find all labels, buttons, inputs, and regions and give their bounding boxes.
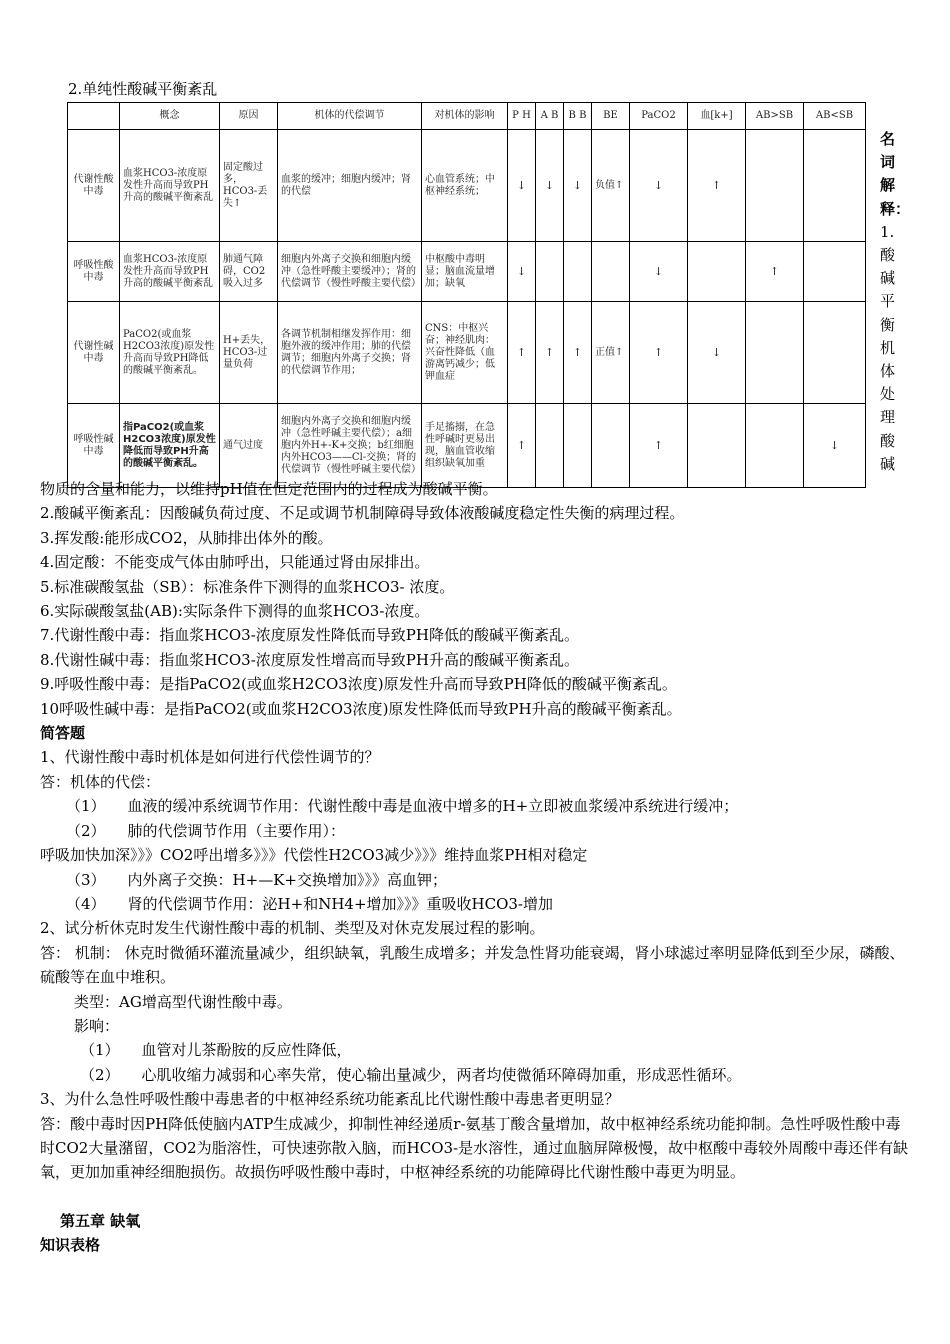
table-cell [746,404,804,488]
item-number: （4） [66,894,106,913]
table-header: A B [536,103,564,130]
table-cell [536,404,564,488]
table-header: AB<SB [804,103,866,130]
table-cell: 细胞内外离子交换和细胞内缓冲（急性呼酸主要缓冲）；肾的代偿调节（慢性呼酸主要代偿） [278,242,422,302]
vertical-char: 酸 [880,431,896,450]
table-header: 对机体的影响 [422,103,508,130]
answer-2-effect-2 [40,1063,912,1087]
table-cell: 各调节机制相继发挥作用：细胞外液的缓冲作用；肺的代偿调节；细胞内外离子交换；肾的代偿调节作用； [278,302,422,404]
definition-2: 2.酸碱平衡紊乱：因酸碱负荷过度、不足或调节机制障碍导致体液酸碱度稳定性失衡的病理过程。 [40,504,685,523]
table-cell: 细胞内外离子交换和细胞内缓冲（急性呼碱主要代偿）；a细胞内外H+-K+交换；b红细胞内外HCO3——Cl-交换；肾的代偿调节（慢性呼碱主要代偿） [278,404,422,488]
table-cell: ↑ [508,302,536,404]
answer-2-type: 类型：AG增高型代谢性酸中毒。 [74,992,292,1011]
table-header: 血[k+] [688,103,746,130]
document-body [40,477,912,1258]
table-cell [536,242,564,302]
table-cell: 血浆的缓冲；细胞内缓冲；肾的代偿 [278,130,422,242]
table-cell: ↓ [804,404,866,488]
table-cell [564,242,592,302]
table-cell: 中枢酸中毒明显；脑血流量增加；缺氧 [422,242,508,302]
definition-1-continued: 物质的含量和能力，以维持pH值在恒定范围内的过程成为酸碱平衡。 [40,480,498,498]
table-cell [688,242,746,302]
item-number: （1） [66,797,106,816]
item-text: 血管对儿茶酚胺的反应性降低， [141,1041,352,1060]
acid-base-table [67,102,866,488]
definition-5: 5.标准碳酸氢盐（SB）：标准条件下测得的血浆HCO3- 浓度。 [40,577,455,596]
definition-7: 7.代谢性酸中毒：指血浆HCO3-浓度原发性降低而导致PH降低的酸碱平衡紊乱。 [40,626,579,645]
answer-1-item-2 [40,819,912,843]
table-header: 概念 [120,103,220,130]
table-header: P H [508,103,536,130]
table-cell [592,404,630,488]
knowledge-table-heading: 知识表格 [40,1236,101,1255]
table-header: 机体的代偿调节 [278,103,422,130]
item-text: 血液的缓冲系统调节作用：代谢性酸中毒是血液中增多的H+立即被血浆缓冲系统进行缓冲； [127,797,739,816]
table-cell: ↓ [630,130,688,242]
table-cell: ↓ [688,302,746,404]
table-cell: ↓ [508,130,536,242]
table-cell: 代谢性碱中毒 [68,302,120,404]
question-1: 1、代谢性酸中毒时机体是如何进行代偿性调节的？ [40,748,380,767]
section-title: 2.单纯性酸碱平衡紊乱 [68,80,218,98]
item-number: （3） [66,870,106,889]
table-cell [592,242,630,302]
table-row [68,404,866,488]
table-cell [804,302,866,404]
answer-2-effect-1 [40,1038,912,1062]
table-header-row [68,103,866,130]
table-cell [564,404,592,488]
table-cell: ↑ [564,302,592,404]
table-cell: 正值↑ [592,302,630,404]
table-cell: 代谢性酸中毒 [68,130,120,242]
vertical-char: 释： [880,199,911,218]
table-header: AB>SB [746,103,804,130]
table-cell: 负值↑ [592,130,630,242]
table-cell: ↑ [536,302,564,404]
table-cell: 血浆HCO3-浓度原发性升高而导致PH升高的酸碱平衡紊乱 [120,242,220,302]
table-cell: 手足搐搦，在急性呼碱时更易出现，脑血管收缩组织缺氧加重 [422,404,508,488]
table-row [68,242,866,302]
table-cell: 呼吸性酸中毒 [68,242,120,302]
vertical-char: 机 [880,338,896,357]
table-cell: ↑ [630,302,688,404]
definition-10: 10呼吸性碱中毒：是指PaCO2(或血浆H2CO3浓度)原发性降低而导致PH升高的酸碱平衡紊乱。 [40,699,682,718]
vertical-char: 词 [880,153,896,172]
short-answer-heading: 简答题 [40,724,86,743]
table-header: B B [564,103,592,130]
table-cell: 心血管系统；中枢神经系统； [422,130,508,242]
table-cell: ↑ [508,404,536,488]
table-header: BE [592,103,630,130]
vertical-char: 解 [880,176,896,195]
table-cell: 固定酸过多，HCO3-丢失↑ [220,130,278,242]
table-header: 原因 [220,103,278,130]
vertical-char: 理 [880,408,896,427]
answer-1-item-3 [40,868,912,892]
item-number: （2） [80,1065,120,1084]
table-cell: 指PaCO2(或血浆H2CO3浓度)原发性降低而导致PH升高的酸碱平衡紊乱。 [120,404,220,488]
vertical-char: 处 [880,385,896,404]
item-text: 心肌收缩力减弱和心率失常，使心输出量减少，两者均使微循环障碍加重，形成恶性循环。 [141,1065,742,1084]
vertical-char: 体 [880,362,896,381]
table-cell: CNS：中枢兴奋；神经肌肉：兴奋性降低（血游离钙减少；低钾血症 [422,302,508,404]
item-text: 内外离子交换：H+—K+交换增加》》》高血钾； [127,870,447,889]
table-cell: PaCO2(或血浆H2CO3浓度)原发性升高而导致PH降低的酸碱平衡紊乱。 [120,302,220,404]
answer-1-item-2-detail: 呼吸加快加深》》》CO2呼出增多》》》代偿性H2CO3减少》》》维持血浆PH相对稳定 [40,846,588,865]
definition-9: 9.呼吸性酸中毒：是指PaCO2(或血浆H2CO3浓度)原发性升高而导致PH降低的酸碱平衡紊乱。 [40,675,677,694]
chapter-title: 第五章 缺氧 [60,1211,141,1230]
table-row [68,130,866,242]
definition-6: 6.实际碳酸氢盐(AB):实际条件下测得的血浆HCO3-浓度。 [40,602,430,621]
table-cell [688,404,746,488]
answer-2-effect: 影响： [74,1016,120,1035]
table-cell: H+丢失，HCO3-过量负荷 [220,302,278,404]
table-cell: 血浆HCO3-浓度原发性升高而导致PH升高的酸碱平衡紊乱 [120,130,220,242]
definition-4: 4.固定酸：不能变成气体由肺呼出，只能通过肾由尿排出。 [40,553,430,572]
table-cell: ↑ [630,404,688,488]
table-header: PaCO2 [630,103,688,130]
table-cell: ↓ [564,130,592,242]
vertical-char: 碱 [880,269,896,288]
table-cell: 呼吸性碱中毒 [68,404,120,488]
item-text: 肺的代偿调节作用（主要作用）： [127,821,346,840]
table-cell: 通气过度 [220,404,278,488]
table-row [68,302,866,404]
vertical-char: 1.酸 [880,222,896,265]
table-cell: ↓ [536,130,564,242]
answer-2: 答： 机制： 休克时微循环灌流量减少，组织缺氧，乳酸生成增多；并发急性肾功能衰竭，肾小球滤过率明显降低到至少尿，磷酸、硫酸等在血中堆积。 [40,943,905,987]
table-cell: ↑ [746,242,804,302]
item-text: 肾的代偿调节作用：泌H+和NH4+增加》》》重吸收HCO3-增加 [127,894,553,913]
definition-8: 8.代谢性碱中毒：指血浆HCO3-浓度原发性增高而导致PH升高的酸碱平衡紊乱。 [40,650,579,669]
vertical-char: 衡 [880,315,896,334]
item-number: （1） [80,1041,120,1060]
table-cell: ↓ [630,242,688,302]
table-cell: 肺通气障碍，CO2吸入过多 [220,242,278,302]
vertical-char: 平 [880,292,896,311]
vertical-char: 名 [880,130,896,148]
table-header [68,103,120,130]
vertical-definition-heading [880,128,911,476]
table-cell: ↑ [688,130,746,242]
answer-1: 答：机体的代偿： [40,772,161,791]
question-3: 3、为什么急性呼吸性酸中毒患者的中枢神经系统功能紊乱比代谢性酸中毒患者更明显？ [40,1090,620,1109]
table-cell [804,242,866,302]
vertical-char: 碱 [880,454,896,473]
table-cell [804,130,866,242]
table-cell [746,130,804,242]
table-cell: ↓ [508,242,536,302]
definition-3: 3.挥发酸:能形成CO2，从肺排出体外的酸。 [40,528,333,547]
answer-1-item-1 [40,794,912,818]
answer-3: 答：酸中毒时因PH降低使脑内ATP生成减少，抑制性神经递质r-氨基丁酸含量增加，故中枢神经系统功能抑制。急性呼吸性酸中毒时CO2大量潴留，CO2为脂溶性，可快速弥散入脑，而HCO3-是水溶性，通过血脑屏障极慢，故中枢酸中毒较外周酸中毒还伴有缺氧，更加加重神经细胞损伤。故损伤呼吸性酸中毒时，中枢神经系统的功能障碍比代谢性酸中毒更为明显。 [40,1114,909,1182]
question-2: 2、试分析休克时发生代谢性酸中毒的机制、类型及对休克发展过程的影响。 [40,919,545,938]
table-cell [746,302,804,404]
item-number: （2） [66,821,106,840]
answer-1-item-4 [40,892,912,916]
